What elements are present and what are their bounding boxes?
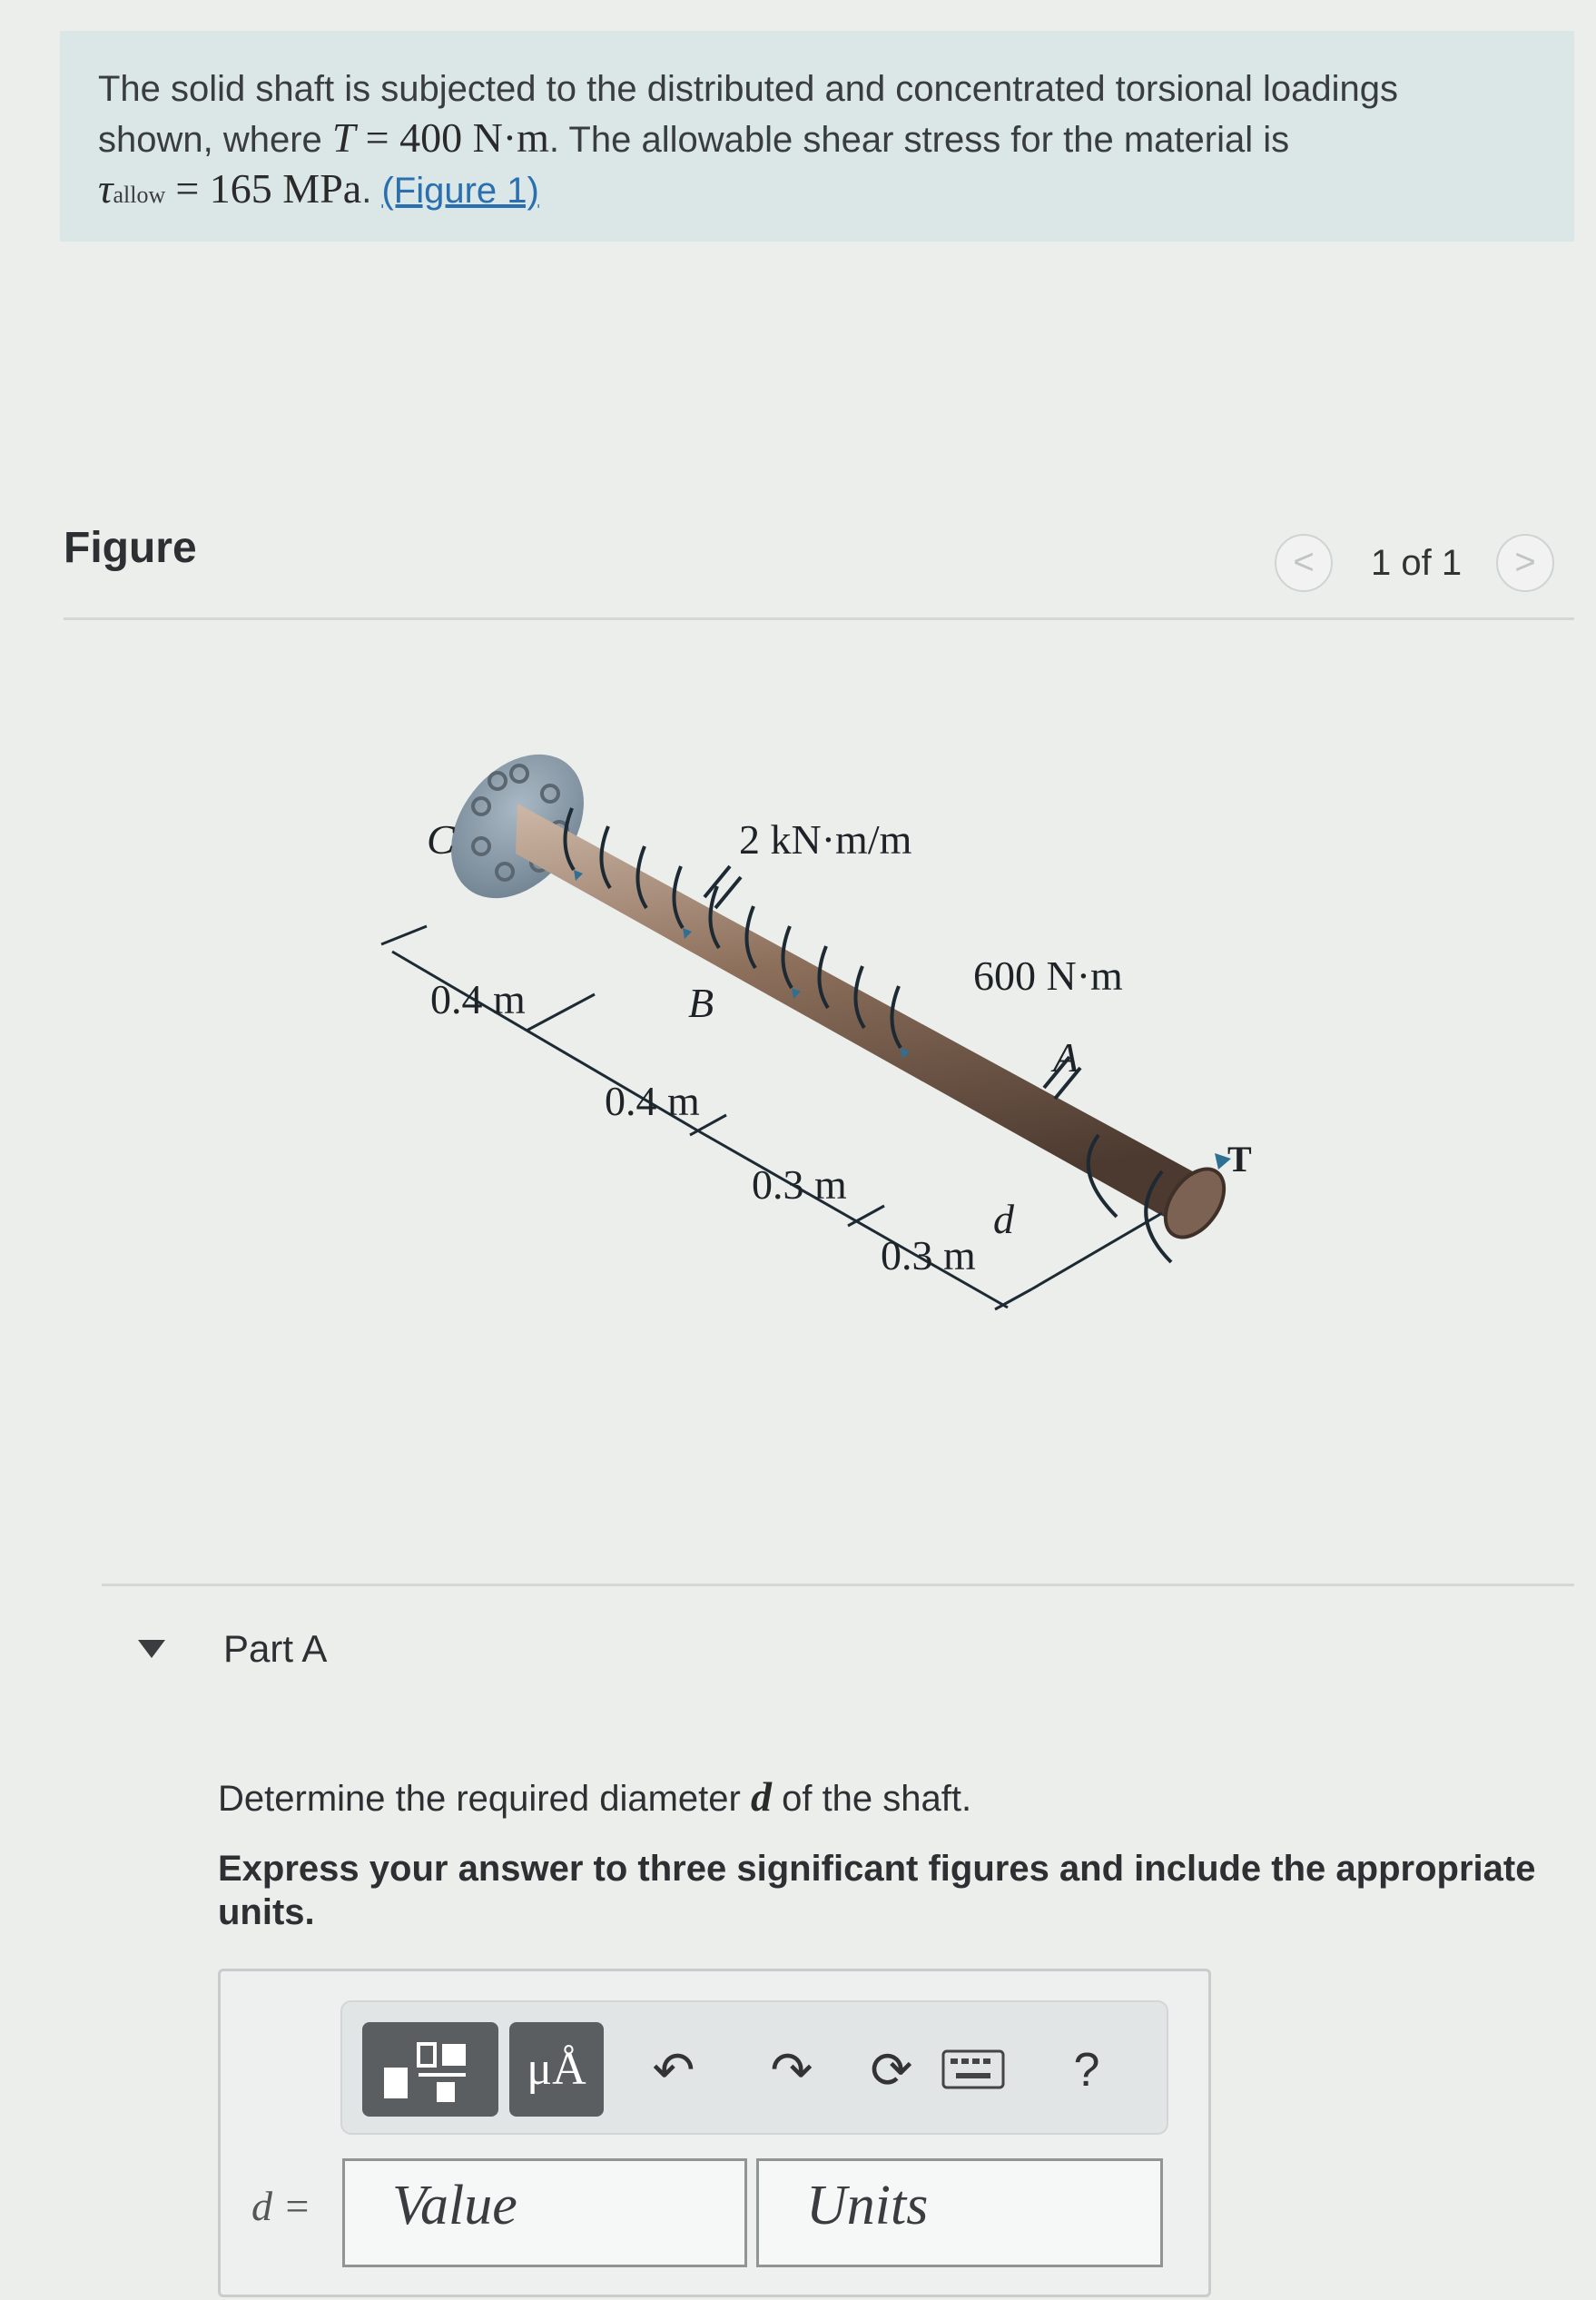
problem-line-2 — [98, 114, 1574, 164]
undo-icon[interactable]: ↶ — [652, 2041, 695, 2098]
answer-box — [218, 1969, 1211, 2297]
problem-statement — [60, 31, 1574, 242]
figure-link[interactable]: (Figure 1) — [381, 171, 539, 211]
templates-button[interactable] — [362, 2022, 498, 2117]
part-a-title[interactable]: Part A — [223, 1627, 328, 1670]
reset-icon[interactable]: ⟳ — [870, 2041, 913, 2098]
units-input[interactable]: Units — [756, 2158, 1163, 2267]
label-distributed-load: 2 kN·m/m — [739, 816, 912, 863]
question-variable: d — [750, 1773, 772, 1820]
figure-pager — [1275, 534, 1574, 585]
problem-line-1: The solid shaft is subjected to the distributed and concentrated torsional loadings — [98, 69, 1398, 109]
label-dim-0-3-first: 0.3 m — [752, 1161, 847, 1208]
next-figure-button[interactable]: > — [1496, 534, 1554, 592]
label-C: C — [427, 816, 455, 863]
label-B: B — [688, 980, 714, 1026]
previous-figure-button[interactable]: < — [1275, 534, 1333, 592]
divider — [102, 1584, 1574, 1586]
value-input[interactable]: Value — [342, 2158, 747, 2267]
question-text-pre: Determine the required diameter — [218, 1779, 741, 1819]
problem-line-2-text: shown, where — [98, 120, 322, 160]
problem-line-2-rest: . The allowable shear stress for the material is — [548, 120, 1290, 160]
label-A: A — [1053, 1034, 1079, 1081]
answer-variable-label: d = — [251, 2183, 311, 2229]
problem-line-3-dot: . — [361, 171, 372, 211]
label-dim-0-4-mid: 0.4 m — [605, 1078, 700, 1124]
divider — [64, 617, 1574, 620]
allowable-stress-value: = 165 MPa — [175, 165, 362, 212]
tau-symbol: τ — [98, 165, 113, 212]
problem-line-3 — [98, 164, 1574, 219]
label-dim-0-4-left: 0.4 m — [430, 976, 526, 1022]
label-dim-0-3-second: 0.3 m — [881, 1232, 976, 1278]
label-concentrated-torque: 600 N·m — [973, 953, 1123, 999]
question-text-post: of the shaft. — [782, 1779, 972, 1819]
help-button[interactable]: ? — [1073, 2044, 1100, 2097]
torque-variable: T — [331, 114, 356, 161]
redo-icon[interactable]: ↷ — [770, 2041, 813, 2098]
keyboard-icon[interactable] — [941, 2049, 1005, 2094]
templates-icon — [362, 2022, 498, 2117]
torque-value: = 400 N·m — [365, 114, 549, 161]
label-T: T — [1227, 1139, 1252, 1180]
label-diameter: d — [993, 1196, 1014, 1242]
tau-subscript: allow — [113, 182, 166, 208]
shaft-figure — [345, 717, 1289, 1353]
shaft-body — [516, 804, 1209, 1226]
figure-page-count: 1 of 1 — [1371, 543, 1463, 583]
math-toolbar — [340, 2000, 1168, 2135]
answer-instructions: Express your answer to three significant figures and include the appropriate units. — [218, 1849, 1536, 1932]
question-text — [218, 1772, 971, 1821]
collapse-caret-icon[interactable] — [138, 1640, 165, 1658]
figure-title: Figure — [64, 524, 197, 572]
units-symbol-button[interactable]: μÅ — [509, 2022, 604, 2117]
